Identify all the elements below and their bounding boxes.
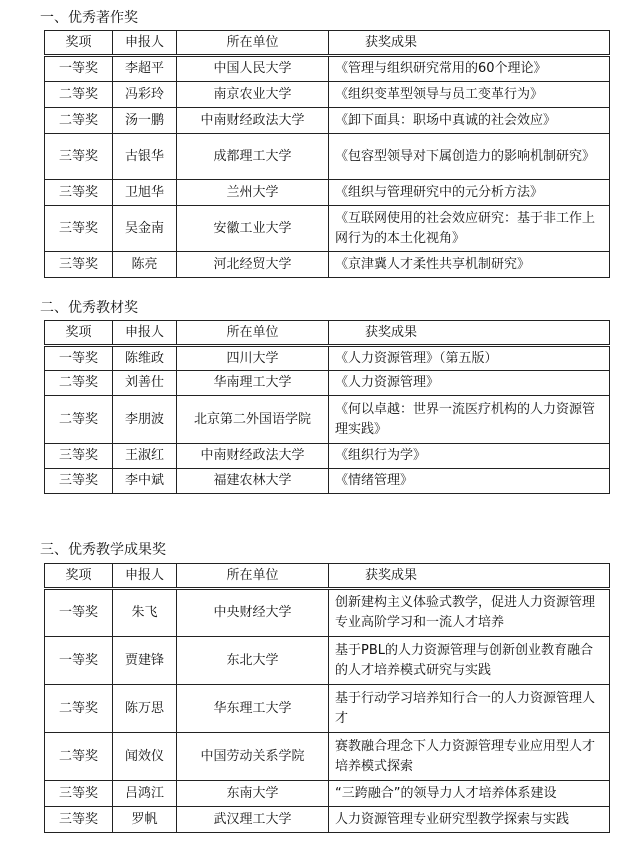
table-header-row	[45, 31, 610, 56]
award-result: 《互联网使用的社会效应研究：基于非工作上网行为的本土化视角》	[329, 206, 610, 252]
award-level: 三等奖	[45, 444, 113, 469]
award-result: 《何以卓越：世界一流医疗机构的人力资源管理实践》	[329, 396, 610, 444]
header-award: 奖项	[45, 31, 113, 56]
applicant-name: 陈维政	[113, 346, 177, 371]
table-row	[45, 56, 610, 82]
unit-name: 中国劳动关系学院	[177, 733, 329, 781]
unit-name: 武汉理工大学	[177, 807, 329, 833]
unit-name: 中南财经政法大学	[177, 444, 329, 469]
award-result: 《组织与管理研究中的元分析方法》	[329, 180, 610, 206]
table-row	[45, 206, 610, 252]
award-result: 《卸下面具：职场中真诚的社会效应》	[329, 108, 610, 134]
unit-name: 四川大学	[177, 346, 329, 371]
table-row	[45, 444, 610, 469]
unit-name: 东北大学	[177, 637, 329, 685]
unit-name: 中央财经大学	[177, 589, 329, 637]
award-level: 一等奖	[45, 637, 113, 685]
table-row	[45, 589, 610, 637]
applicant-name: 罗帆	[113, 807, 177, 833]
table-row	[45, 82, 610, 108]
table-row	[45, 733, 610, 781]
table-row	[45, 108, 610, 134]
applicant-name: 陈亮	[113, 252, 177, 278]
award-result: 《包容型领导对下属创造力的影响机制研究》	[329, 134, 610, 180]
award-level: 三等奖	[45, 134, 113, 180]
applicant-name: 吕鸿江	[113, 781, 177, 807]
unit-name: 兰州大学	[177, 180, 329, 206]
section-title-textbooks: 二、优秀教材奖	[40, 300, 138, 316]
award-result: 《组织变革型领导与员工变革行为》	[329, 82, 610, 108]
award-result: 《京津冀人才柔性共享机制研究》	[329, 252, 610, 278]
section-title-teaching: 三、优秀教学成果奖	[40, 542, 166, 558]
award-level: 二等奖	[45, 685, 113, 733]
table-row	[45, 685, 610, 733]
applicant-name: 汤一鹏	[113, 108, 177, 134]
award-result: 基于行动学习培养知行合一的人力资源管理人才	[329, 685, 610, 733]
section-title-works: 一、优秀著作奖	[40, 10, 138, 26]
award-result: 《组织行为学》	[329, 444, 610, 469]
header-result: 获奖成果	[329, 321, 610, 346]
applicant-name: 朱飞	[113, 589, 177, 637]
award-level: 一等奖	[45, 589, 113, 637]
table-row	[45, 252, 610, 278]
applicant-name: 陈万思	[113, 685, 177, 733]
applicant-name: 卫旭华	[113, 180, 177, 206]
header-unit: 所在单位	[177, 321, 329, 346]
applicant-name: 闻效仪	[113, 733, 177, 781]
award-level: 三等奖	[45, 180, 113, 206]
applicant-name: 吴金南	[113, 206, 177, 252]
unit-name: 南京农业大学	[177, 82, 329, 108]
table-row	[45, 781, 610, 807]
unit-name: 中南财经政法大学	[177, 108, 329, 134]
award-table-teaching	[44, 563, 610, 833]
table-row	[45, 807, 610, 833]
award-result: 基于PBL的人力资源管理与创新创业教育融合的人才培养模式研究与实践	[329, 637, 610, 685]
header-applicant: 申报人	[113, 321, 177, 346]
unit-name: 北京第二外国语学院	[177, 396, 329, 444]
award-result: 《人力资源管理》（第五版）	[329, 346, 610, 371]
award-result: 《人力资源管理》	[329, 371, 610, 396]
table-row	[45, 371, 610, 396]
table-row	[45, 180, 610, 206]
award-result: 创新建构主义体验式教学，促进人力资源管理专业高阶学习和一流人才培养	[329, 589, 610, 637]
award-table-works	[44, 30, 610, 278]
applicant-name: 贾建锋	[113, 637, 177, 685]
unit-name: 东南大学	[177, 781, 329, 807]
unit-name: 安徽工业大学	[177, 206, 329, 252]
unit-name: 福建农林大学	[177, 469, 329, 494]
award-level: 二等奖	[45, 371, 113, 396]
table-row	[45, 637, 610, 685]
award-level: 二等奖	[45, 733, 113, 781]
award-level: 二等奖	[45, 82, 113, 108]
award-level: 二等奖	[45, 108, 113, 134]
unit-name: 华南理工大学	[177, 371, 329, 396]
header-unit: 所在单位	[177, 31, 329, 56]
header-applicant: 申报人	[113, 31, 177, 56]
table-row	[45, 134, 610, 180]
unit-name: 河北经贸大学	[177, 252, 329, 278]
header-award: 奖项	[45, 564, 113, 589]
applicant-name: 王淑红	[113, 444, 177, 469]
applicant-name: 冯彩玲	[113, 82, 177, 108]
award-result: 赛教融合理念下人力资源管理专业应用型人才培养模式探索	[329, 733, 610, 781]
unit-name: 成都理工大学	[177, 134, 329, 180]
award-level: 一等奖	[45, 56, 113, 82]
award-result: “三跨融合”的领导力人才培养体系建设	[329, 781, 610, 807]
header-unit: 所在单位	[177, 564, 329, 589]
award-level: 三等奖	[45, 252, 113, 278]
award-level: 三等奖	[45, 807, 113, 833]
applicant-name: 李超平	[113, 56, 177, 82]
award-table-textbooks	[44, 320, 610, 494]
award-result: 《情绪管理》	[329, 469, 610, 494]
header-result: 获奖成果	[329, 564, 610, 589]
table-header-row	[45, 321, 610, 346]
applicant-name: 古银华	[113, 134, 177, 180]
unit-name: 中国人民大学	[177, 56, 329, 82]
award-level: 三等奖	[45, 781, 113, 807]
award-level: 二等奖	[45, 396, 113, 444]
table-row	[45, 469, 610, 494]
award-result: 《管理与组织研究常用的60个理论》	[329, 56, 610, 82]
award-level: 三等奖	[45, 206, 113, 252]
table-header-row	[45, 564, 610, 589]
award-result: 人力资源管理专业研究型教学探索与实践	[329, 807, 610, 833]
unit-name: 华东理工大学	[177, 685, 329, 733]
applicant-name: 李中斌	[113, 469, 177, 494]
applicant-name: 刘善仕	[113, 371, 177, 396]
header-result: 获奖成果	[329, 31, 610, 56]
header-award: 奖项	[45, 321, 113, 346]
table-row	[45, 346, 610, 371]
award-level: 三等奖	[45, 469, 113, 494]
table-row	[45, 396, 610, 444]
applicant-name: 李朋波	[113, 396, 177, 444]
header-applicant: 申报人	[113, 564, 177, 589]
award-level: 一等奖	[45, 346, 113, 371]
